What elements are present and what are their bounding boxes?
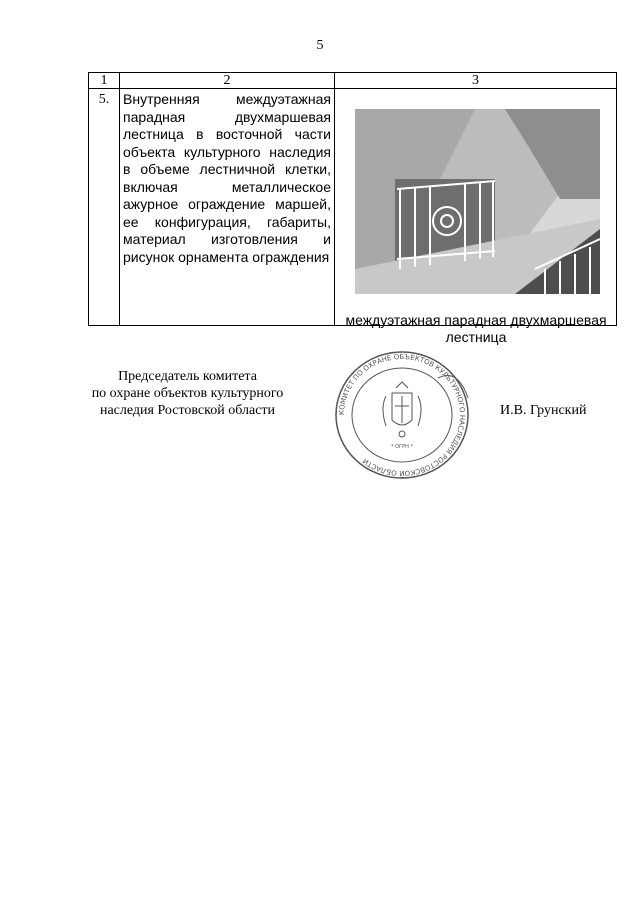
svg-text:КОМИТЕТ ПО ОХРАНЕ ОБЪЕКТОВ КУЛ: КОМИТЕТ ПО ОХРАНЕ ОБЪЕКТОВ КУЛЬТУРНОГО НАСЛЕДИЯ РОСТОВСКОЙ ОБЛАСТИ bbox=[337, 352, 467, 478]
table-row bbox=[89, 89, 617, 326]
photo-caption: междуэтажная парадная двухмаршевая лестница bbox=[345, 312, 607, 345]
staircase-photo bbox=[355, 109, 600, 294]
column-header-2: 2 bbox=[120, 73, 335, 89]
column-header-1: 1 bbox=[89, 73, 120, 89]
coat-of-arms-icon bbox=[383, 382, 421, 437]
position-line: Председатель комитета bbox=[118, 369, 257, 384]
position-line: наследия Ростовской области bbox=[99, 403, 276, 418]
column-header-3: 3 bbox=[335, 73, 617, 89]
svg-text:* ОГРН *: * ОГРН * bbox=[391, 444, 413, 450]
page-number: 5 bbox=[316, 38, 324, 53]
row-number: 5. bbox=[89, 89, 120, 326]
table-header-row bbox=[89, 73, 617, 89]
signatory-position bbox=[60, 368, 315, 419]
heritage-table bbox=[88, 72, 617, 345]
row-description: Внутренняя междуэтажная парадная двухмаршевая лестница в восточной части объекта культурного наследия в объеме лестничной клетки, включая металлическое ажурное ограждение маршей, ее конфигурация, габариты, материал изготовления и рисунок орнамента ограждения bbox=[120, 89, 335, 326]
position-line: по охране объектов культурного bbox=[91, 386, 284, 401]
staircase-photo-image bbox=[355, 109, 600, 294]
signatory-name: И.В. Грунский bbox=[500, 403, 587, 418]
official-seal-stamp bbox=[328, 348, 476, 483]
photo-cell bbox=[335, 89, 617, 345]
